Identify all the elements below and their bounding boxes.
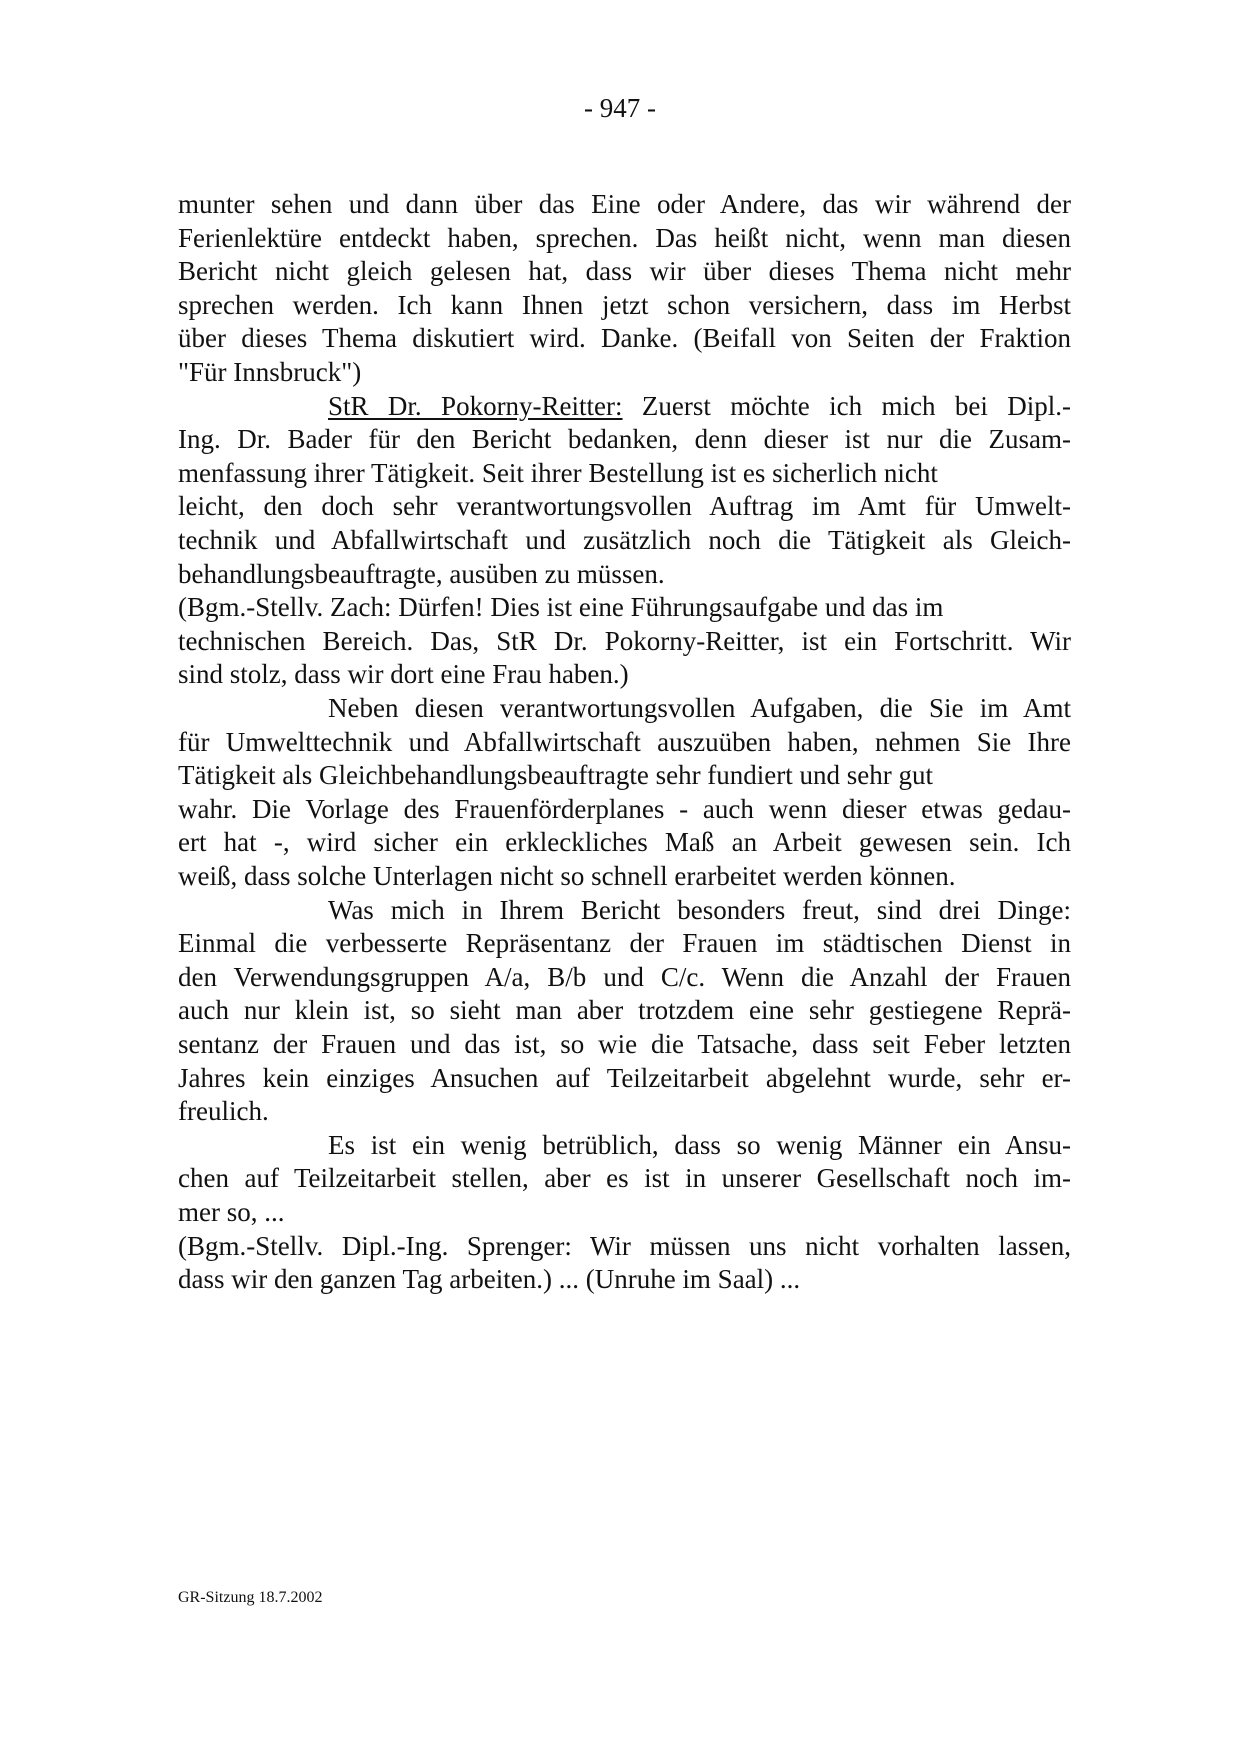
text-line: technik und Abfallwirtschaft und zusätzlich noch die Tätigkeit als Gleich- <box>178 525 1071 555</box>
text-line: Es ist ein wenig betrüblich, dass so wenig Männer ein Ansu- <box>328 1130 1071 1160</box>
text-line: sprechen werden. Ich kann Ihnen jetzt schon versichern, dass im Herbst <box>178 290 1071 320</box>
text-line: Ferienlektüre entdeckt haben, sprechen. Das heißt nicht, wenn man diesen <box>178 223 1071 253</box>
text-line: Einmal die verbesserte Repräsentanz der Frauen im städtischen Dienst in <box>178 928 1071 958</box>
text-line: sind stolz, dass wir dort eine Frau haben.) <box>178 659 629 689</box>
text-line: Jahres kein einziges Ansuchen auf Teilzeitarbeit abgelehnt wurde, sehr er- <box>178 1063 1071 1093</box>
text-line: technischen Bereich. Das, StR Dr. Pokorny-Reitter, ist ein Fortschritt. Wir <box>178 626 1071 656</box>
text-line: mer so, ... <box>178 1197 285 1227</box>
text-line: munter sehen und dann über das Eine oder Andere, das wir während der <box>178 189 1071 219</box>
text-line: auch nur klein ist, so sieht man aber trotzdem eine sehr gestiegene Reprä- <box>178 995 1071 1025</box>
text-line: chen auf Teilzeitarbeit stellen, aber es ist in unserer Gesellschaft noch im- <box>178 1163 1071 1193</box>
text-line: Bericht nicht gleich gelesen hat, dass wir über dieses Thema nicht mehr <box>178 256 1071 286</box>
text-line: dass wir den ganzen Tag arbeiten.) ... (Unruhe im Saal) ... <box>178 1264 801 1294</box>
text-line: (Bgm.-Stellv. Dipl.-Ing. Sprenger: Wir müssen uns nicht vorhalten lassen, <box>178 1231 1071 1261</box>
text-line: für Umwelttechnik und Abfallwirtschaft auszuüben haben, nehmen Sie Ihre <box>178 727 1071 757</box>
text-line: Ing. Dr. Bader für den Bericht bedanken, denn dieser ist nur die Zusam- <box>178 424 1071 454</box>
speaker-line-text: Zuerst möchte ich mich bei Dipl.- <box>622 391 1071 421</box>
text-line: über dieses Thema diskutiert wird. Danke. (Beifall von Seiten der Fraktion <box>178 323 1071 353</box>
text-line: Neben diesen verantwortungsvollen Aufgaben, die Sie im Amt <box>328 693 1071 723</box>
speaker-name: StR Dr. Pokorny-Reitter: <box>328 391 623 421</box>
text-line: weiß, dass solche Unterlagen nicht so schnell erarbeitet werden können. <box>178 861 956 891</box>
text-line: "Für Innsbruck") <box>178 357 362 387</box>
text-line: den Verwendungsgruppen A/a, B/b und C/c. Wenn die Anzahl der Frauen <box>178 962 1071 992</box>
text-line: (Bgm.-Stellv. Zach: Dürfen! Dies ist eine Führungsaufgabe und das im <box>178 592 944 622</box>
text-line: menfassung ihrer Tätigkeit. Seit ihrer Bestellung ist es sicherlich nicht <box>178 458 938 488</box>
text-line: leicht, den doch sehr verantwortungsvollen Auftrag im Amt für Umwelt- <box>178 491 1071 521</box>
footer: GR-Sitzung 18.7.2002 <box>178 1589 323 1606</box>
page-number: - 947 - <box>584 93 656 123</box>
text-line: wahr. Die Vorlage des Frauenförderplanes - auch wenn dieser etwas gedau- <box>178 794 1071 824</box>
text-line: Was mich in Ihrem Bericht besonders freut, sind drei Dinge: <box>328 895 1071 925</box>
text-line: freulich. <box>178 1096 269 1126</box>
speaker-line <box>328 389 1071 423</box>
text-line: ert hat -, wird sicher ein erkleckliches Maß an Arbeit gewesen sein. Ich <box>178 827 1071 857</box>
text-line: sentanz der Frauen und das ist, so wie die Tatsache, dass seit Feber letzten <box>178 1029 1071 1059</box>
text-line: Tätigkeit als Gleichbehandlungsbeauftragte sehr fundiert und sehr gut <box>178 760 934 790</box>
text-line: behandlungsbeauftragte, ausüben zu müssen. <box>178 559 665 589</box>
